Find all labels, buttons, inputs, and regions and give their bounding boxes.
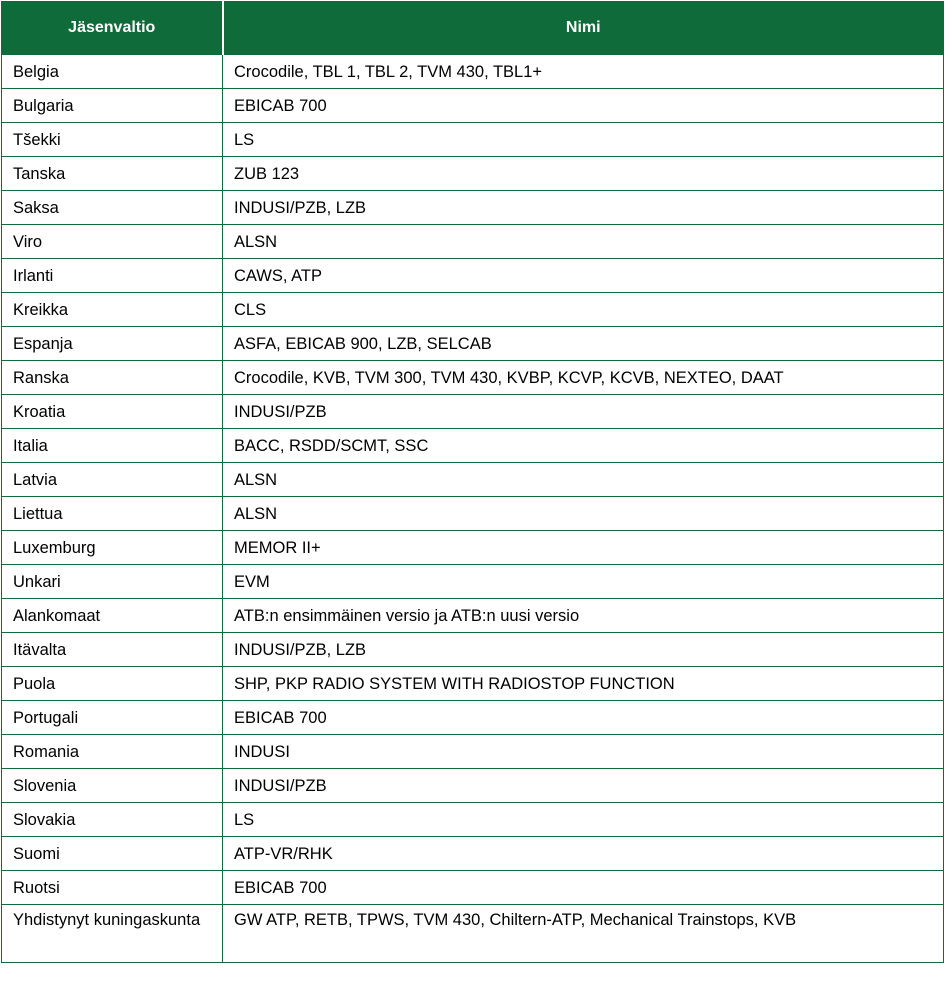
system-name-cell: INDUSI/PZB <box>223 769 944 803</box>
system-name-cell: LS <box>223 803 944 837</box>
member-state-cell: Viro <box>2 225 223 259</box>
system-name-cell: INDUSI/PZB, LZB <box>223 633 944 667</box>
header-row <box>2 2 944 55</box>
system-name-cell: MEMOR II+ <box>223 531 944 565</box>
system-name-cell: SHP, PKP RADIO SYSTEM WITH RADIOSTOP FUNCTION <box>223 667 944 701</box>
system-name-cell: EBICAB 700 <box>223 871 944 905</box>
table-row <box>2 769 944 803</box>
member-state-cell: Kreikka <box>2 293 223 327</box>
member-state-cell: Saksa <box>2 191 223 225</box>
table-row <box>2 633 944 667</box>
table-row <box>2 905 944 963</box>
table-row <box>2 667 944 701</box>
member-state-cell: Bulgaria <box>2 89 223 123</box>
table-row <box>2 531 944 565</box>
table-row <box>2 735 944 769</box>
table-row <box>2 327 944 361</box>
member-state-cell: Puola <box>2 667 223 701</box>
system-name-cell: LS <box>223 123 944 157</box>
system-name-cell: ALSN <box>223 497 944 531</box>
member-state-cell: Ruotsi <box>2 871 223 905</box>
table-row <box>2 463 944 497</box>
system-name-cell: Crocodile, TBL 1, TBL 2, TVM 430, TBL1+ <box>223 55 944 89</box>
system-name-cell: ZUB 123 <box>223 157 944 191</box>
member-state-cell: Tšekki <box>2 123 223 157</box>
system-name-cell: INDUSI/PZB <box>223 395 944 429</box>
table-row <box>2 89 944 123</box>
table-row <box>2 55 944 89</box>
member-state-cell: Liettua <box>2 497 223 531</box>
member-state-cell: Italia <box>2 429 223 463</box>
member-state-cell: Kroatia <box>2 395 223 429</box>
table-row <box>2 599 944 633</box>
member-state-cell: Belgia <box>2 55 223 89</box>
system-name-cell: ALSN <box>223 225 944 259</box>
table-row <box>2 837 944 871</box>
member-state-cell: Espanja <box>2 327 223 361</box>
system-name-cell: ATP-VR/RHK <box>223 837 944 871</box>
system-name-cell: CLS <box>223 293 944 327</box>
table-row <box>2 123 944 157</box>
table-row <box>2 259 944 293</box>
member-state-cell: Luxemburg <box>2 531 223 565</box>
system-name-cell: CAWS, ATP <box>223 259 944 293</box>
system-name-cell: Crocodile, KVB, TVM 300, TVM 430, KVBP, KCVP, KCVB, NEXTEO, DAAT <box>223 361 944 395</box>
member-state-cell: Slovenia <box>2 769 223 803</box>
table-row <box>2 225 944 259</box>
member-state-cell: Suomi <box>2 837 223 871</box>
system-name-cell: ATB:n ensimmäinen versio ja ATB:n uusi versio <box>223 599 944 633</box>
member-state-cell: Slovakia <box>2 803 223 837</box>
column-header-name: Nimi <box>223 2 944 55</box>
table-row <box>2 497 944 531</box>
systems-table <box>1 1 944 963</box>
system-name-cell: EBICAB 700 <box>223 89 944 123</box>
table-row <box>2 361 944 395</box>
table-row <box>2 803 944 837</box>
system-name-cell: GW ATP, RETB, TPWS, TVM 430, Chiltern-ATP, Mechanical Trainstops, KVB <box>223 905 944 963</box>
system-name-cell: EBICAB 700 <box>223 701 944 735</box>
table-row <box>2 191 944 225</box>
system-name-cell: INDUSI/PZB, LZB <box>223 191 944 225</box>
table-row <box>2 429 944 463</box>
table-row <box>2 871 944 905</box>
member-state-cell: Yhdistynyt kuningaskunta <box>2 905 223 963</box>
member-state-cell: Portugali <box>2 701 223 735</box>
table-row <box>2 157 944 191</box>
system-name-cell: INDUSI <box>223 735 944 769</box>
table-row <box>2 293 944 327</box>
member-state-cell: Tanska <box>2 157 223 191</box>
member-state-cell: Alankomaat <box>2 599 223 633</box>
table-row <box>2 701 944 735</box>
system-name-cell: ASFA, EBICAB 900, LZB, SELCAB <box>223 327 944 361</box>
system-name-cell: ALSN <box>223 463 944 497</box>
column-header-member-state: Jäsenvaltio <box>2 2 223 55</box>
member-state-cell: Ranska <box>2 361 223 395</box>
table-row <box>2 395 944 429</box>
system-name-cell: EVM <box>223 565 944 599</box>
member-state-cell: Irlanti <box>2 259 223 293</box>
table-row <box>2 565 944 599</box>
system-name-cell: BACC, RSDD/SCMT, SSC <box>223 429 944 463</box>
member-state-cell: Latvia <box>2 463 223 497</box>
member-state-cell: Itävalta <box>2 633 223 667</box>
member-state-cell: Unkari <box>2 565 223 599</box>
member-state-cell: Romania <box>2 735 223 769</box>
